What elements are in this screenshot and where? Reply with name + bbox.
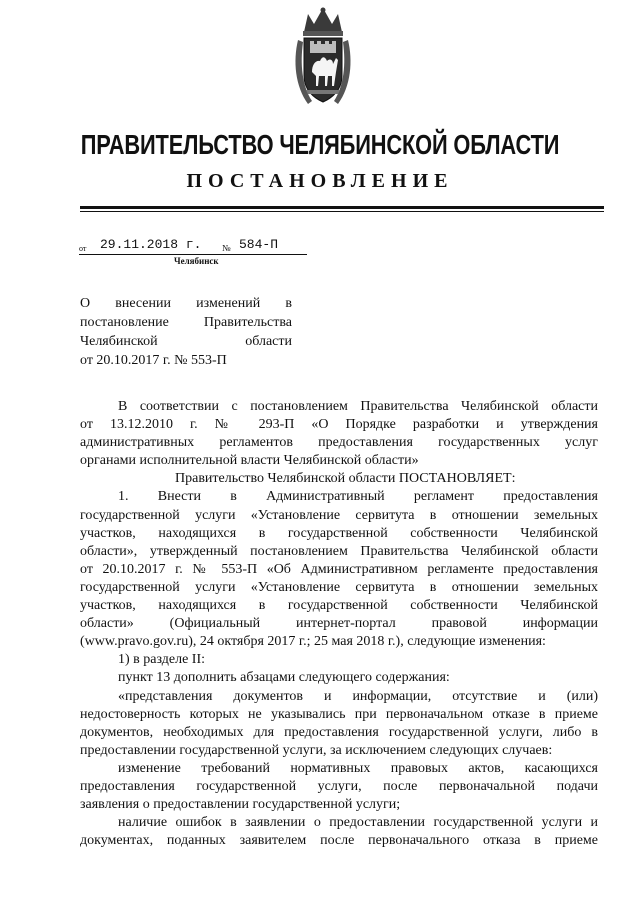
document-type: ПОСТАНОВЛЕНИЕ bbox=[186, 170, 454, 192]
body-line: наличие ошибок в заявлении о предоставлении государственной услуги и bbox=[118, 815, 598, 831]
subject-line: от 20.10.2017 г. № 553-П bbox=[80, 353, 227, 368]
body-line: В соответствии с постановлением Правительства Челябинской области bbox=[118, 399, 598, 414]
body-line: недостоверность которых не указывались при первоначальном отказе в приеме bbox=[80, 706, 598, 722]
subject-line: О внесении изменений в bbox=[80, 296, 292, 311]
organization-title: ПРАВИТЕЛЬСТВО ЧЕЛЯБИНСКОЙ ОБЛАСТИ bbox=[80, 129, 560, 160]
body-line: государственной услуги «Установление сервитута в отношении земельных bbox=[80, 579, 598, 595]
number-label: № bbox=[222, 243, 231, 253]
date-from-label: от bbox=[79, 244, 87, 253]
body-line: участков, находящихся в государственной собственности Челябинской bbox=[80, 525, 598, 541]
body-line: «представления документов и информации, отсутствие и (или) bbox=[118, 688, 598, 704]
body-line: государственной услуги «Установление сервитута в отношении земельных bbox=[80, 507, 598, 523]
body-line: предоставления государственной услуги, после первоначальной подачи bbox=[80, 778, 598, 794]
subject-line: постановление Правительства bbox=[80, 315, 292, 330]
document-body bbox=[80, 398, 598, 850]
body-line: административных регламентов предоставления государственных услуг bbox=[80, 435, 598, 451]
document-subject bbox=[80, 294, 292, 370]
body-line: предоставлении государственной услуги, за исключением следующих случаев: bbox=[80, 742, 553, 758]
body-line: изменение требований нормативных правовых актов, касающихся bbox=[118, 760, 598, 776]
body-line: пункт 13 дополнить абзацами следующего содержания: bbox=[118, 670, 450, 686]
header-divider-thin bbox=[80, 211, 604, 212]
body-line: Правительство Челябинской области ПОСТАНОВЛЯЕТ: bbox=[175, 471, 516, 487]
body-line: 1. Внести в Административный регламент предоставления bbox=[118, 489, 598, 505]
body-line: органами исполнительной власти Челябинской области» bbox=[80, 453, 419, 469]
body-line: заявления о предоставлении государственной услуги; bbox=[80, 797, 401, 813]
body-line: области», утвержденный постановлением Правительства Челябинской области bbox=[80, 543, 598, 559]
body-line: от 13.12.2010 г. № 293-П «О Порядке разработки и утверждения bbox=[80, 417, 598, 433]
body-line: (www.pravo.gov.ru), 24 октября 2017 г.; 25 мая 2018 г.), следующие изменения: bbox=[80, 634, 546, 650]
date-number-line bbox=[79, 234, 307, 255]
city-name: Челябинск bbox=[174, 256, 219, 266]
body-line: области» (Официальный интернет-портал правовой информации bbox=[80, 616, 598, 632]
document-date: 29.11.2018 г. bbox=[100, 237, 202, 252]
subject-line: Челябинской области bbox=[80, 334, 292, 349]
header-divider-thick bbox=[80, 206, 604, 209]
body-line: участков, находящихся в государственной собственности Челябинской bbox=[80, 598, 598, 614]
body-line: от 20.10.2017 г. № 553-П «Об Административном регламенте предоставления bbox=[80, 561, 598, 577]
body-line: документов, необходимых для предоставления государственной услуги, либо в bbox=[80, 724, 598, 740]
coat-of-arms-icon bbox=[292, 6, 354, 110]
document-number: 584-П bbox=[239, 237, 279, 252]
body-line: 1) в разделе II: bbox=[118, 652, 206, 668]
body-line: документах, поданных заявителем после первоначального отказа в приеме bbox=[80, 833, 598, 849]
